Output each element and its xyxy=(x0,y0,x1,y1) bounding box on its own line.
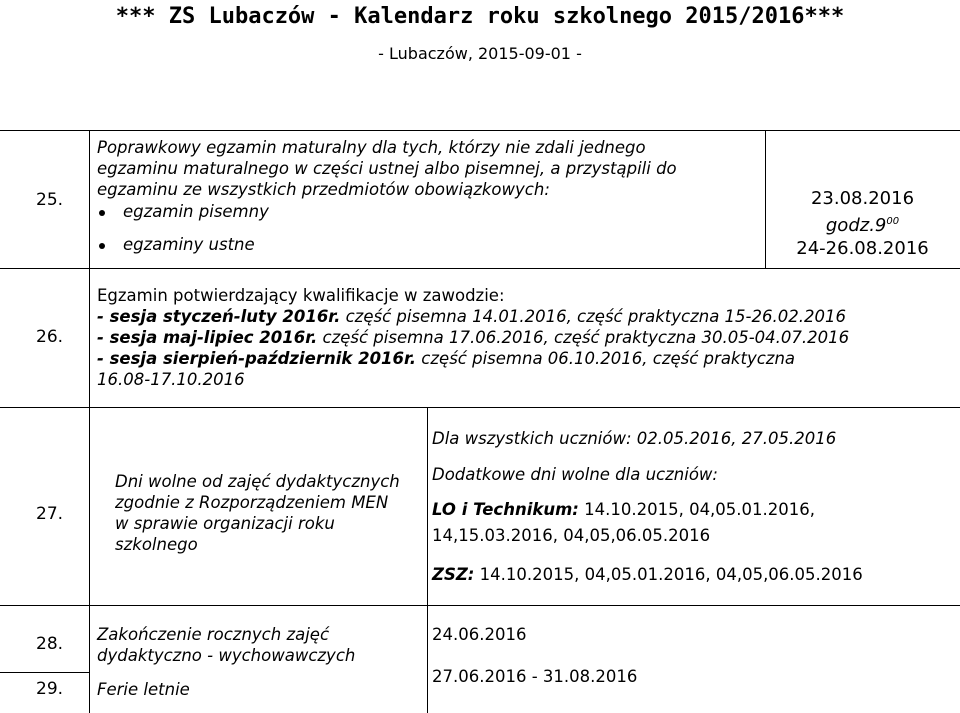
bullet-icon xyxy=(99,210,105,216)
column-divider xyxy=(427,407,428,713)
row-description: Dni wolne od zajęć dydaktycznych zgodnie z Rozporządzeniem MEN w sprawie organizacji roku szkolnego xyxy=(115,472,400,554)
row-description: Zakończenie rocznych zajęć dydaktyczno - wychowawczych xyxy=(97,625,356,665)
page-subtitle: - Lubaczów, 2015-09-01 - xyxy=(378,44,582,63)
row-divider xyxy=(0,268,960,269)
row-number: 26. xyxy=(36,327,64,347)
row-number: 28. xyxy=(36,634,64,654)
row-description: Egzamin potwierdzający kwalifikacje w zawodzie: - sesja styczeń-luty 2016r. część pisemna 14.01.2016, część praktyczna 15-26.02.2016 - sesja maj-lipiec 2016r. część pisemna 17.06.2016, część praktyczna 30.05-04.07.2016 - sesja sierpień-październik 2016r. część pisemna 06.10.2016, część praktyczna 16.08-17.10.2016 xyxy=(97,286,850,389)
row-number: 25. xyxy=(36,190,64,210)
list-item: egzamin pisemny xyxy=(97,201,677,222)
row-description: Ferie letnie xyxy=(97,680,190,699)
row-divider xyxy=(0,130,960,131)
date-cell: 23.08.2016 $godz.9^{00}$ 24-26.08.2016 xyxy=(796,188,929,259)
free-days-cell: Dla wszystkich uczniów: 02.05.2016, 27.05.2016 Dodatkowe dni wolne dla uczniów: LO i Technikum: 14.10.2015, 04,05.01.2016, 14,15.03.2016, 04,05,06.05.2016 ZSZ: 14.10.2015, 04,05.01.2016, 04,05,06.05.2016 xyxy=(432,429,863,584)
list-item: egzaminy ustne xyxy=(97,234,677,255)
column-divider xyxy=(89,130,90,713)
bullet-icon xyxy=(99,243,105,249)
row-number: 27. xyxy=(36,504,64,524)
row-number: 29. xyxy=(36,679,64,699)
page-title: *** ZS Lubaczów - Kalendarz roku szkolnego 2015/2016*** xyxy=(115,4,845,29)
row-divider xyxy=(0,407,960,408)
row-description: Poprawkowy egzamin maturalny dla tych, którzy nie zdali jednego egzaminu maturalnego w części ustnej albo pisemnej, a przystąpili do egzaminu ze wszystkich przedmiotów obowiązkowych: egzamin pisemny egzaminy ustne xyxy=(97,138,677,254)
date-cell: 27.06.2016 - 31.08.2016 xyxy=(432,667,638,686)
row-divider xyxy=(0,672,89,673)
date-cell: 24.06.2016 xyxy=(432,625,527,644)
row-divider xyxy=(0,605,960,606)
